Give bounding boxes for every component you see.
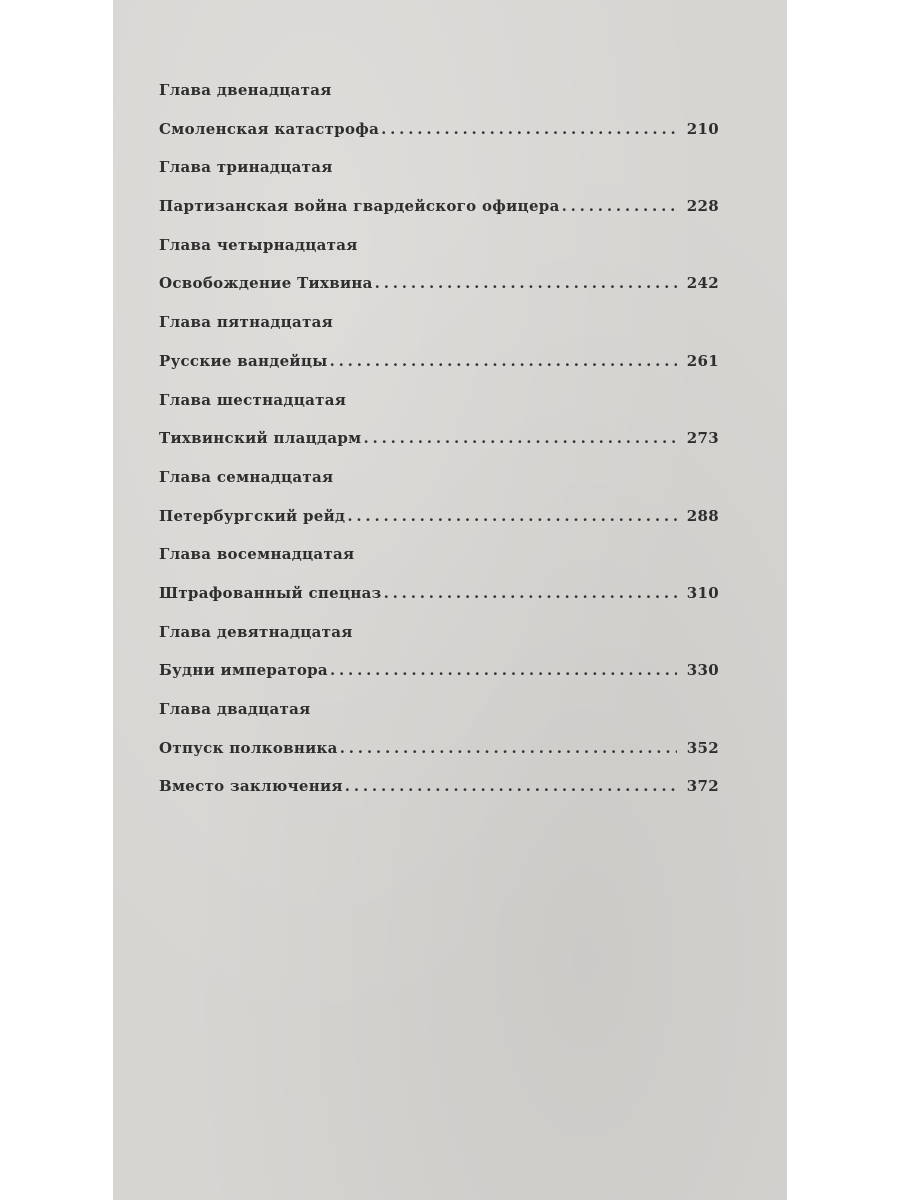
entry-title: Русские вандейцы <box>159 351 328 370</box>
dot-leader <box>330 351 677 371</box>
toc-entry <box>159 351 719 390</box>
entry-page-number: 330 <box>686 661 719 680</box>
toc-entry <box>159 660 719 699</box>
entry-page-number: 210 <box>686 119 719 138</box>
entry-title: Штрафованный спецназ <box>159 583 382 602</box>
chapter-label: Глава двенадцатая <box>159 81 332 99</box>
dot-leader <box>384 583 677 603</box>
chapter-label: Глава семнадцатая <box>159 467 334 486</box>
dot-leader <box>562 196 677 216</box>
entry-title: Освобождение Тихвина <box>159 274 373 293</box>
chapter-label: Глава девятнадцатая <box>159 622 353 641</box>
chapter-label: Глава тринадцатая <box>159 158 333 177</box>
chapter-label: Глава восемнадцатая <box>159 545 355 564</box>
table-of-contents <box>159 80 719 815</box>
entry-page-number: 261 <box>686 351 719 370</box>
toc-entry <box>159 273 719 312</box>
book-page <box>113 0 787 1200</box>
entry-title: Отпуск полковника <box>159 738 338 757</box>
dot-leader <box>345 776 677 796</box>
entry-title: Партизанская война гвардейского офицера <box>159 197 560 216</box>
dot-leader <box>330 660 677 680</box>
dot-leader <box>381 119 677 139</box>
toc-entry <box>159 738 719 777</box>
toc-entry <box>159 506 719 545</box>
entry-page-number: 352 <box>686 738 719 757</box>
toc-entry-final <box>159 776 719 815</box>
entry-title: Смоленская катастрофа <box>159 119 380 138</box>
toc-entry <box>159 196 719 235</box>
entry-page-number: 273 <box>686 429 719 448</box>
toc-entry <box>159 119 719 158</box>
chapter-label: Глава шестнадцатая <box>159 390 347 409</box>
dot-leader <box>347 506 677 526</box>
entry-page-number: 242 <box>686 274 719 293</box>
entry-page-number: 310 <box>686 583 719 602</box>
entry-title: Тихвинский плацдарм <box>159 429 362 448</box>
entry-title: Будни императора <box>159 661 328 680</box>
entry-page-number: 372 <box>686 777 719 796</box>
entry-title: Петербургский рейд <box>159 506 346 525</box>
toc-entry <box>159 428 719 467</box>
dot-leader <box>364 428 678 448</box>
dot-leader <box>340 738 677 758</box>
chapter-label: Глава двадцатая <box>159 700 311 718</box>
dot-leader <box>375 273 677 293</box>
entry-page-number: 288 <box>686 506 719 525</box>
chapter-label: Глава пятнадцатая <box>159 313 334 332</box>
entry-page-number: 228 <box>686 197 719 216</box>
toc-entry <box>159 583 719 622</box>
entry-title: Вместо заключения <box>159 777 343 796</box>
chapter-label: Глава четырнадцатая <box>159 235 358 254</box>
